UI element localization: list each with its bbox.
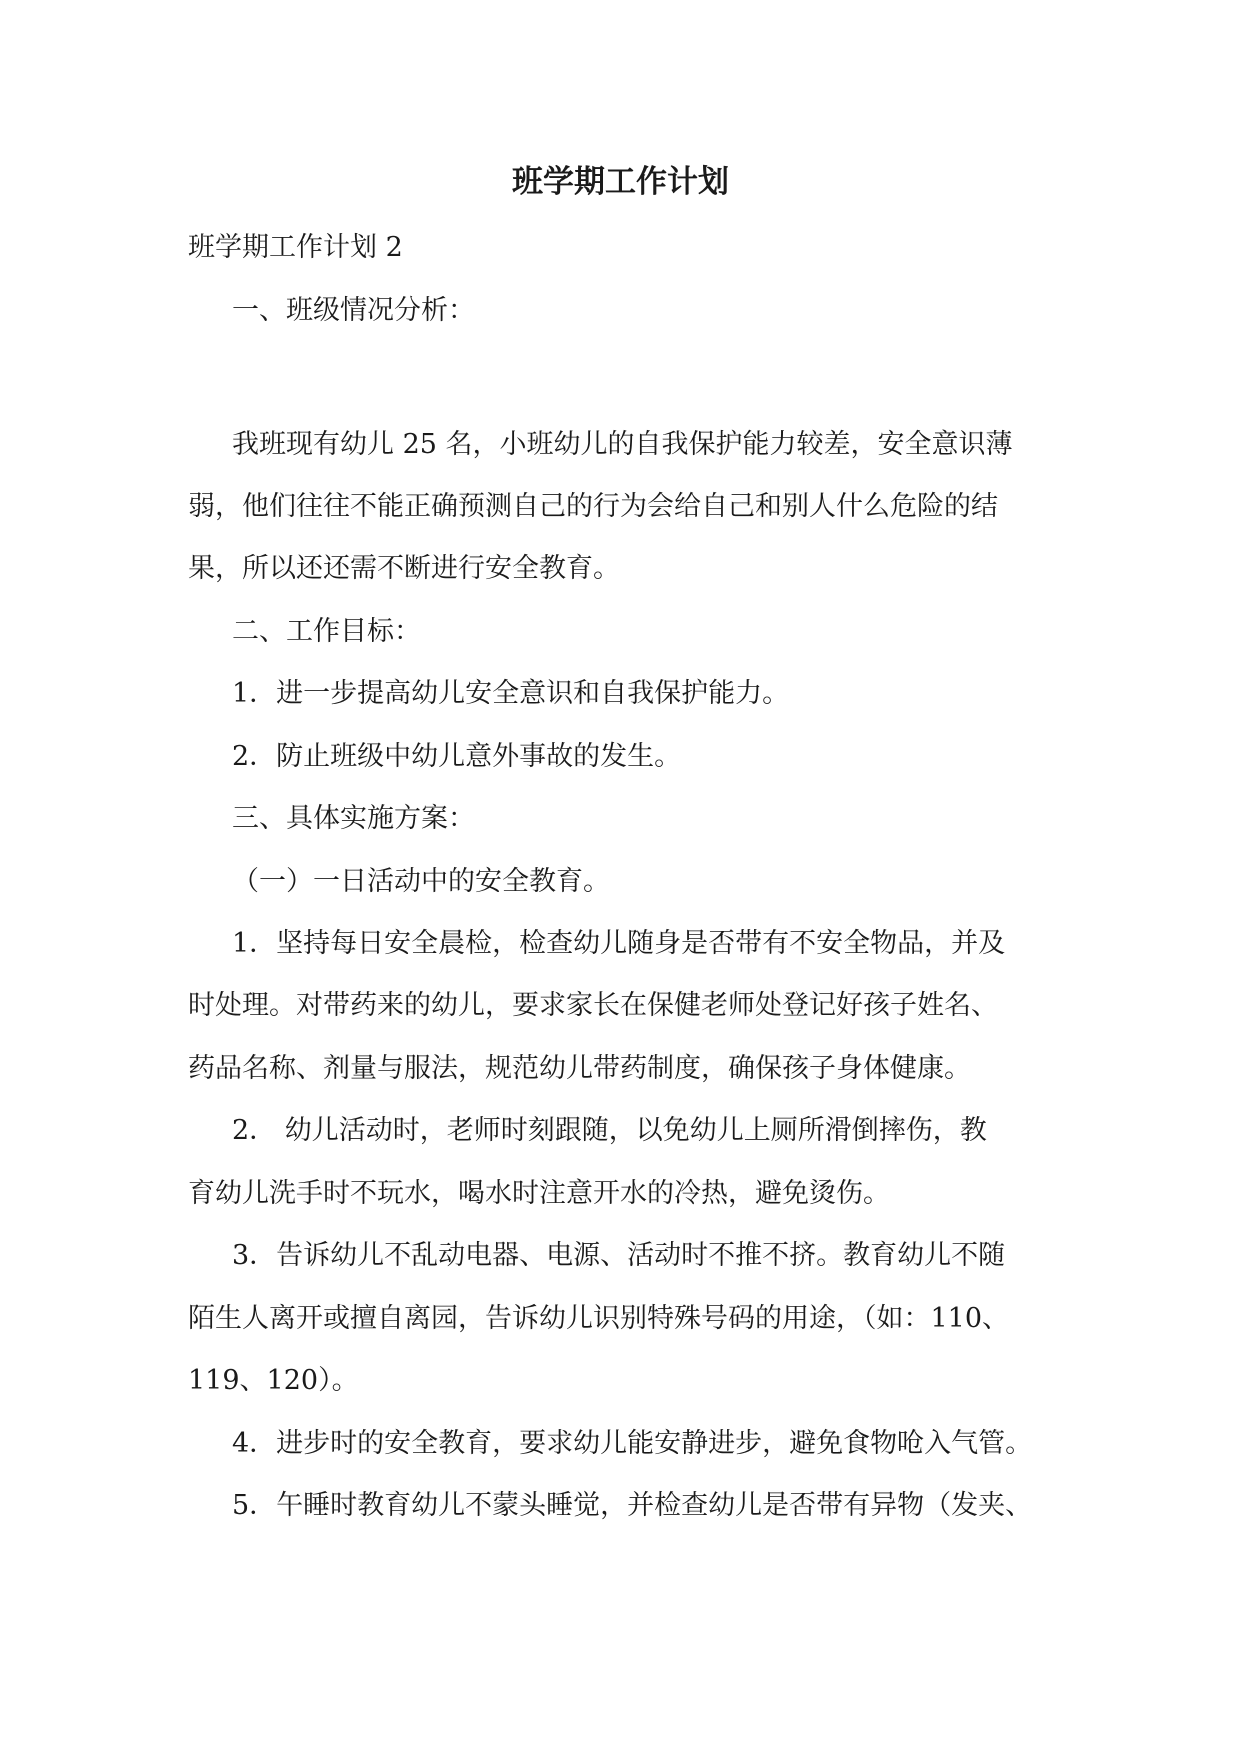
plan-item-1: 1．坚持每日安全晨检，检查幼儿随身是否带有不安全物品，并及	[232, 928, 1006, 959]
paragraph-line: 果，所以还还需不断进行安全教育。	[188, 553, 620, 584]
plan-item-5: 5．午睡时教育幼儿不蒙头睡觉，并检查幼儿是否带有异物（发夹、	[232, 1490, 1033, 1521]
plan-item-3: 3．告诉幼儿不乱动电器、电源、活动时不推不挤。教育幼儿不随	[232, 1240, 1006, 1271]
plan-item-2: 2． 幼儿活动时，老师时刻跟随，以免幼儿上厕所滑倒摔伤，教	[232, 1115, 987, 1146]
plan-item-4: 4．进步时的安全教育，要求幼儿能安静进步，避免食物呛入气管。	[232, 1428, 1033, 1459]
plan-item-3-cont: 陌生人离开或擅自离园，告诉幼儿识别特殊号码的用途，（如：110、	[188, 1303, 1010, 1334]
plan-item-2-cont: 育幼儿洗手时不玩水，喝水时注意开水的冷热，避免烫伤。	[188, 1178, 890, 1209]
goal-item-1: 1．进一步提高幼儿安全意识和自我保护能力。	[232, 678, 790, 709]
paragraph-line: 我班现有幼儿 25 名，小班幼儿的自我保护能力较差，安全意识薄	[232, 429, 1013, 460]
subtitle-line: 班学期工作计划 2	[188, 232, 403, 263]
plan-item-1-cont: 时处理。对带药来的幼儿，要求家长在保健老师处登记好孩子姓名、	[188, 990, 998, 1021]
section-heading-3: 三、具体实施方案：	[232, 803, 475, 834]
section-heading-1: 一、班级情况分析：	[232, 295, 475, 326]
document-title: 班学期工作计划	[512, 164, 729, 200]
paragraph-line: 弱，他们往往不能正确预测自己的行为会给自己和别人什么危险的结	[188, 491, 998, 522]
goal-item-2: 2．防止班级中幼儿意外事故的发生。	[232, 741, 682, 772]
plan-item-3-cont: 119、120）。	[188, 1365, 359, 1396]
subsection-heading: （一）一日活动中的安全教育。	[232, 866, 610, 897]
section-heading-2: 二、工作目标：	[232, 616, 421, 647]
plan-item-1-cont: 药品名称、剂量与服法，规范幼儿带药制度，确保孩子身体健康。	[188, 1053, 971, 1084]
